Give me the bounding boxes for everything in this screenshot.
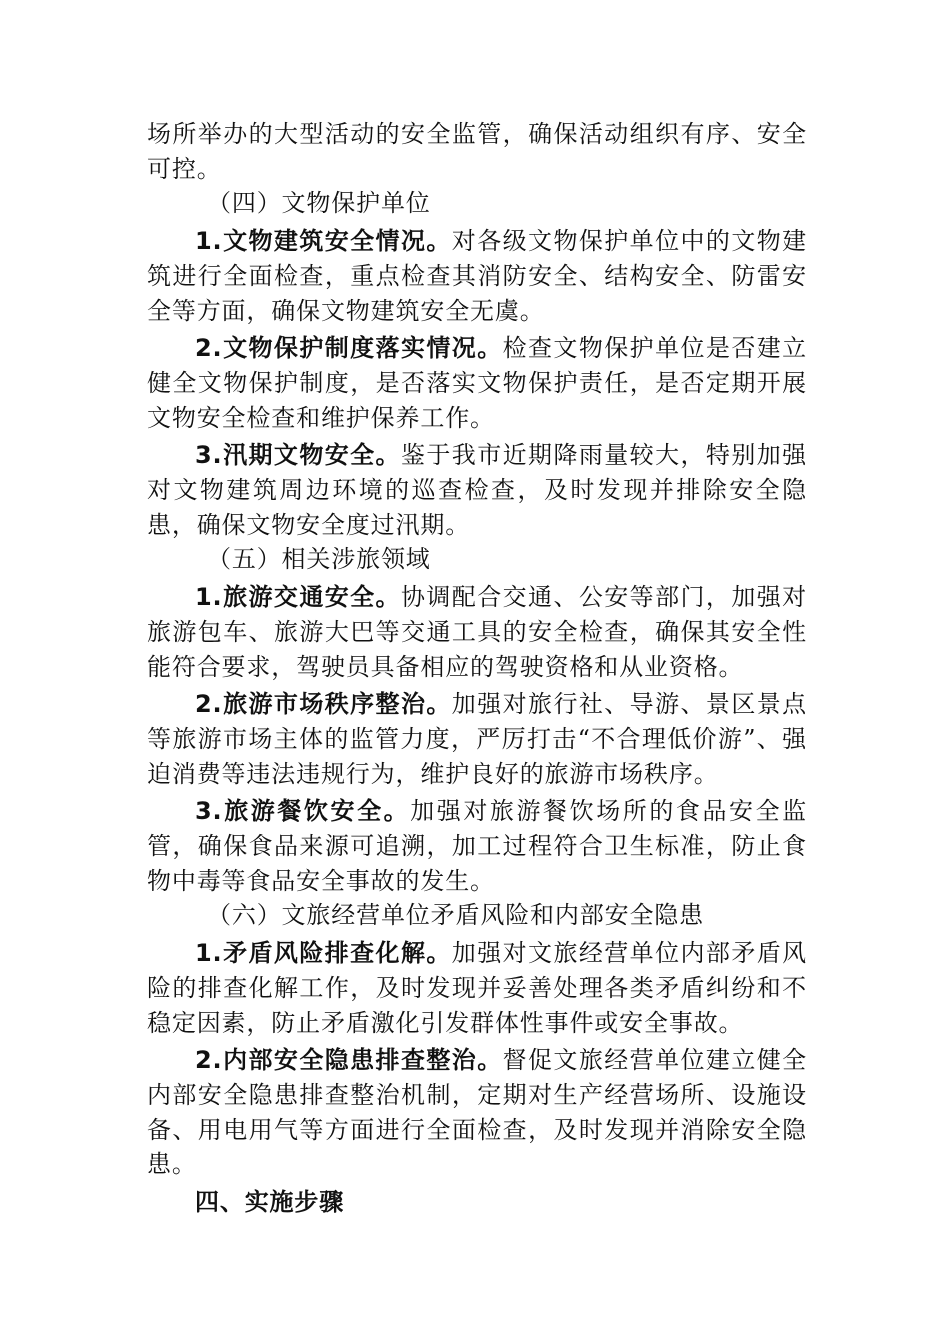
item-lead: 2.旅游市场秩序整治。 [195,690,452,719]
list-item [147,1043,807,1182]
item-lead: 2.文物保护制度落实情况。 [195,334,503,363]
item-lead: 3.旅游餐饮安全。 [195,797,411,826]
item-text: 鉴于我市近期降雨量较大，特别加强对文物建筑周边环境的巡查检查，及时发现并排除安全隐患，确保文物安全度过汛期。 [147,441,807,539]
section-title: （六）文旅经营单位矛盾风险和内部安全隐患 [207,901,704,930]
list-item [147,580,807,684]
list-item [147,224,807,328]
item-text: 督促文旅经营单位建立健全内部安全隐患排查整治机制，定期对生产经营场所、设施设备、用电用气等方面进行全面检查，及时发现并消除安全隐患。 [147,1046,807,1179]
item-text: 检查文物保护单位是否建立健全文物保护制度，是否落实文物保护责任，是否定期开展文物安全检查和维护保养工作。 [147,334,807,432]
item-text: 加强对文旅经营单位内部矛盾风险的排查化解工作，及时发现并妥善处理各类矛盾纠纷和不稳定因素，防止矛盾激化引发群体性事件或安全事故。 [147,939,807,1037]
document-body [147,117,807,1220]
item-lead: 2.内部安全隐患排查整治。 [195,1046,503,1075]
item-text: 加强对旅游餐饮场所的食品安全监管，确保食品来源可追溯，加工过程符合卫生标准，防止食物中毒等食品安全事故的发生。 [147,797,808,895]
item-text: 加强对旅行社、导游、景区景点等旅游市场主体的监管力度，严厉打击“不合理低价游”、强迫消费等违法违规行为，维护良好的旅游市场秩序。 [147,690,807,788]
list-item [147,687,807,791]
chapter-heading: 四、实施步骤 [195,1188,345,1217]
item-lead: 1.文物建筑安全情况。 [195,227,452,256]
section-title: （五）相关涉旅领域 [207,545,431,574]
item-text: 协调配合交通、公安等部门，加强对旅游包车、旅游大巴等交通工具的安全检查，确保其安全性能符合要求，驾驶员具备相应的驾驶资格和从业资格。 [147,583,807,681]
item-lead: 1.旅游交通安全。 [195,583,401,612]
item-text: 对各级文物保护单位中的文物建筑进行全面检查，重点检查其消防安全、结构安全、防雷安全等方面，确保文物建筑安全无虞。 [147,227,807,325]
section-title: （四）文物保护单位 [207,189,431,218]
list-item [147,794,807,898]
list-item [147,438,807,542]
list-item [147,331,807,435]
list-item [147,936,807,1040]
intro-continuation: 场所举办的大型活动的安全监管，确保活动组织有序、安全可控。 [147,120,807,183]
item-lead: 3.汛期文物安全。 [195,441,401,470]
item-lead: 1.矛盾风险排查化解。 [195,939,452,968]
